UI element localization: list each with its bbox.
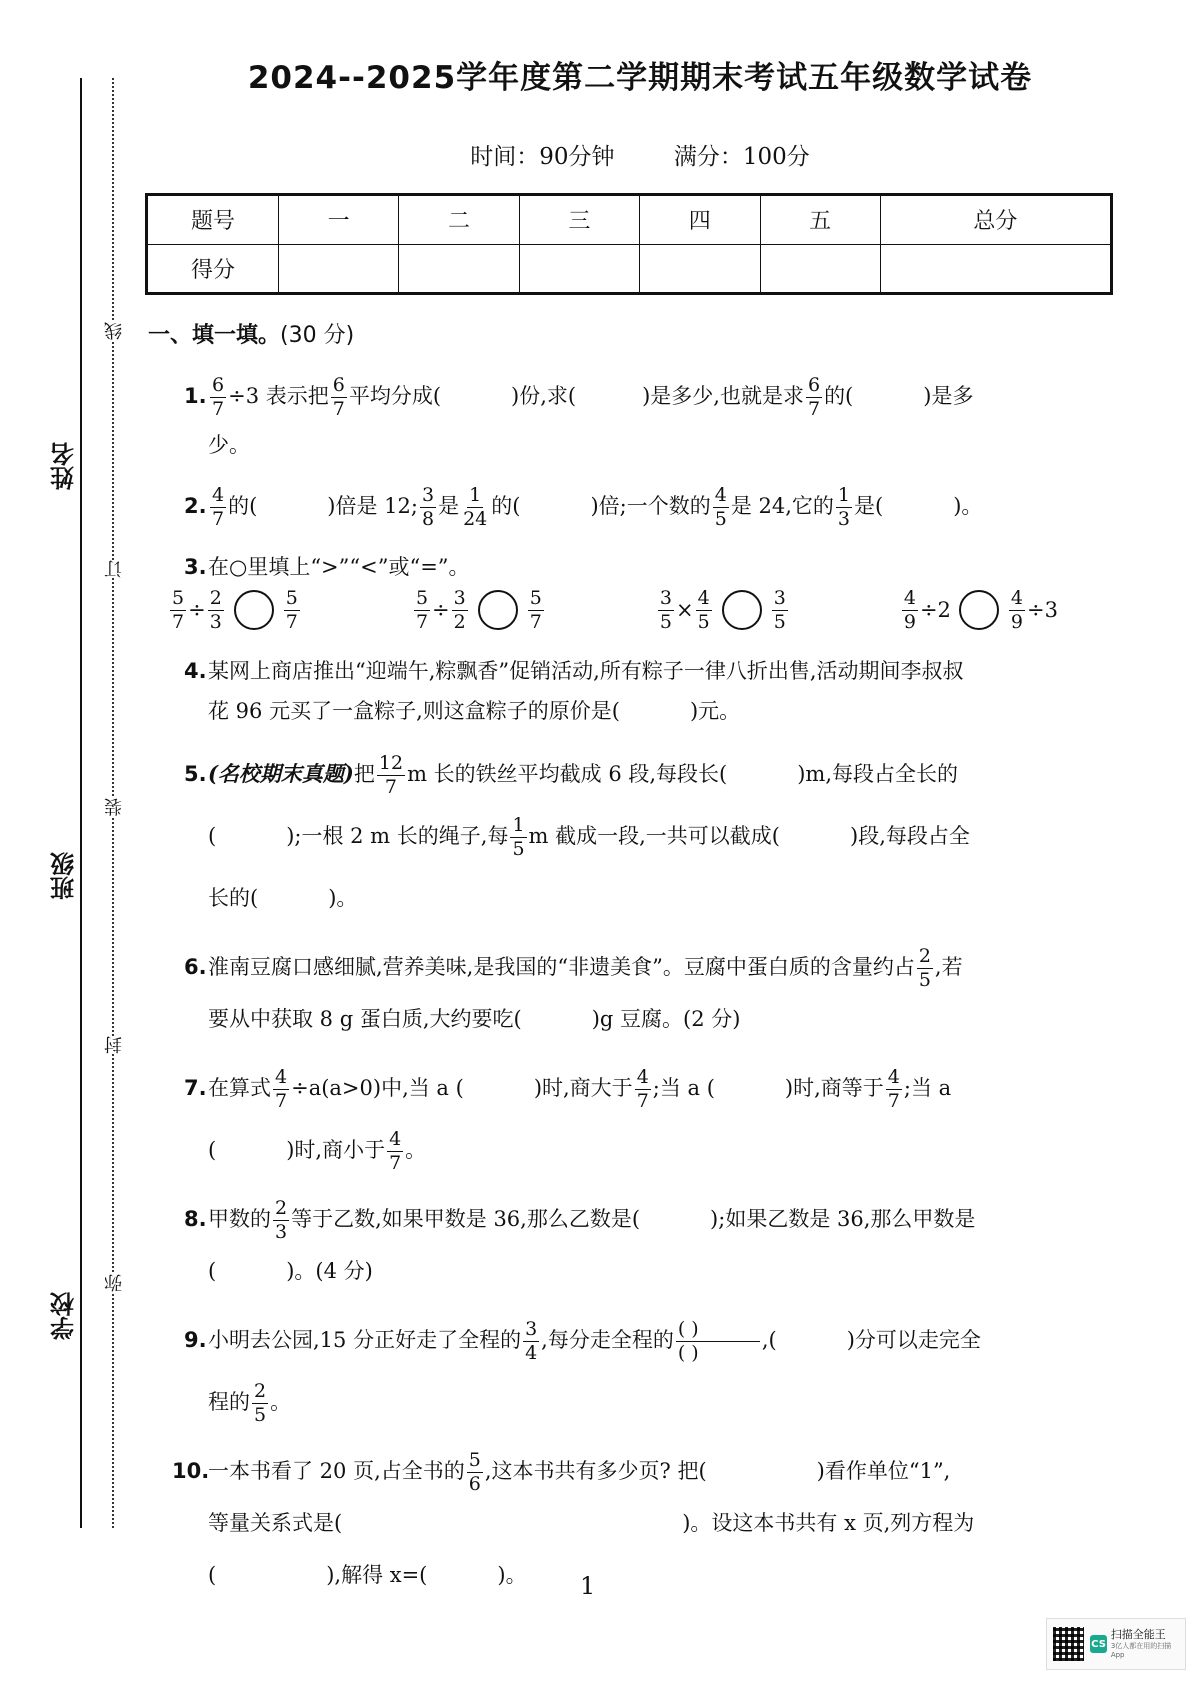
exam-full-score: 满分：100分 bbox=[673, 144, 810, 170]
cut-mark-line: 线 bbox=[104, 322, 125, 340]
table-cell: 三 bbox=[519, 195, 639, 245]
question-1: 1. $\frac{6}{7}$ ÷3 表示把 $\frac{6}{7}$ 平均分成( )份,求( )是多少,也就是求 $\frac{6}{7}$ 的( )是多 少。 bbox=[184, 374, 974, 457]
comparison-item: $\frac{4}{9}$ ÷2 $\frac{4}{9}$ ÷3 bbox=[903, 586, 1058, 633]
score-entry-cell[interactable] bbox=[880, 244, 1111, 294]
question-5: 5. (名校期末真题)把 $\frac{12}{7}$ m 长的铁丝平均截成 6 段,每段长( )m,每段占全长的 ( );一根 2 m 长的绳子,每 $\frac{1}{5}$ m 截成一段,一共可以截成( )段,每段占全 长的( )。 bbox=[184, 752, 970, 910]
question-3: 3. 在○里填上“>”“<”或“=”。 $\frac{5}{7}$ ÷ $\frac{2}{3}$ 5 7 $\frac{5}{7}$ ÷ $\frac{3}{2}$ 5 7 $\frac{3}{5}$ × $\frac{4}{5}$ 3 5 $\frac{4}{9}$ ÷2 $\frac{4}{9}$ ÷3 bbox=[148, 547, 1108, 639]
comparison-circle[interactable] bbox=[234, 590, 274, 630]
camscanner-logo-icon: CS bbox=[1090, 1635, 1107, 1653]
score-entry-cell[interactable] bbox=[640, 244, 760, 294]
cut-mark-zhuang: 装 bbox=[104, 798, 125, 816]
comparison-circle[interactable] bbox=[478, 590, 518, 630]
name-label: 姓名 bbox=[50, 442, 79, 490]
page-number: 1 bbox=[580, 1572, 596, 1600]
fraction-answer-blank[interactable]: ( ) ( ) bbox=[676, 1320, 760, 1363]
watermark-text: 扫描全能王 3亿人都在用的扫描App bbox=[1110, 1627, 1172, 1660]
table-cell: 得分 bbox=[147, 244, 279, 294]
table-cell: 五 bbox=[760, 195, 880, 245]
cut-mark-feng: 封 bbox=[104, 1036, 125, 1054]
table-cell: 总分 bbox=[880, 195, 1111, 245]
score-entry-cell[interactable] bbox=[279, 244, 399, 294]
exam-time: 时间：90分钟 bbox=[470, 144, 615, 170]
score-entry-cell[interactable] bbox=[519, 244, 639, 294]
section-one bbox=[148, 318, 1108, 1613]
score-entry-cell[interactable] bbox=[760, 244, 880, 294]
score-table bbox=[145, 193, 1113, 295]
qr-code-icon bbox=[1053, 1627, 1084, 1661]
table-cell: 一 bbox=[279, 195, 399, 245]
question-2: 2. $\frac{4}{7}$ 的( )倍是 12; $\frac{3}{8}$ 是 $\frac{1}{24}$ 的( )倍;一个数的 $\frac{4}{5}$ 是 24,它的 $\frac{1}{3}$ 是( )。 bbox=[184, 484, 983, 530]
question-6: 6. 淮南豆腐口感细腻,营养美味,是我国的“非遗美食”。豆腐中蛋白质的含量约占 $\frac{2}{5}$ ,若 要从中获取 8 g 蛋白质,大约要吃( )g 豆腐。(2 分) bbox=[184, 945, 963, 1031]
question-10: 10. 一本书看了 20 页,占全书的 $\frac{5}{6}$ ,这本书共有多少页? 把( )看作单位“1”, 等量关系式是( )。设这本书共有 x 页,列方程为 ( ),解得 x=( )。 bbox=[172, 1449, 975, 1587]
scanner-watermark bbox=[1046, 1618, 1186, 1670]
question-8: 8. 甲数的 $\frac{2}{3}$ 等于乙数,如果甲数是 36,那么乙数是( );如果乙数是 36,那么甲数是 ( )。(4 分) bbox=[184, 1197, 976, 1283]
question-7: 7. 在算式 $\frac{4}{7}$ ÷a(a>0)中,当 a ( )时,商大于 $\frac{4}{7}$ ;当 a ( )时,商等于 $\frac{4}{7}$ ;当 a ( )时,商小于 $\frac{4}{7}$ 。 bbox=[184, 1066, 952, 1174]
comparison-item: $\frac{5}{7}$ ÷ $\frac{2}{3}$ 5 7 bbox=[172, 586, 298, 633]
class-label: 班级 bbox=[50, 852, 79, 900]
comparison-circle[interactable] bbox=[959, 590, 999, 630]
table-cell: 题号 bbox=[147, 195, 279, 245]
question-9: 9. 小明去公园,15 分正好走了全程的 $\frac{3}{4}$ ,每分走全程的 ( ) ( ) ,( )分可以走完全 程的 $\frac{2}{5}$ 。 bbox=[184, 1318, 981, 1426]
score-table-score-row bbox=[147, 244, 1112, 294]
cut-mark-mi: 弥 bbox=[104, 1274, 125, 1292]
question-4: 4. 某网上商店推出“迎端午,粽飘香”促销活动,所有粽子一律八折出售,活动期间李叔叔 花 96 元买了一盒粽子,则这盒粽子的原价是( )元。 bbox=[184, 659, 964, 723]
comparison-item: $\frac{5}{7}$ ÷ $\frac{3}{2}$ 5 7 bbox=[415, 586, 542, 633]
cut-mark-ding: 订 bbox=[104, 560, 125, 578]
comparison-circle[interactable] bbox=[722, 590, 762, 630]
exam-title: 2024--2025学年度第二学期期末考试五年级数学试卷 bbox=[247, 60, 1033, 96]
binding-margin bbox=[0, 0, 140, 1684]
school-label: 学校 bbox=[50, 1292, 79, 1340]
table-cell: 四 bbox=[640, 195, 760, 245]
score-table-header-row bbox=[147, 195, 1112, 245]
comparison-item: $\frac{3}{5}$ × $\frac{4}{5}$ 3 5 bbox=[659, 586, 786, 633]
score-entry-cell[interactable] bbox=[399, 244, 519, 294]
comparison-row bbox=[168, 581, 1108, 639]
section-title: 一、填一填。(30 分) bbox=[148, 323, 355, 348]
exam-info bbox=[140, 138, 1140, 171]
table-cell: 二 bbox=[399, 195, 519, 245]
